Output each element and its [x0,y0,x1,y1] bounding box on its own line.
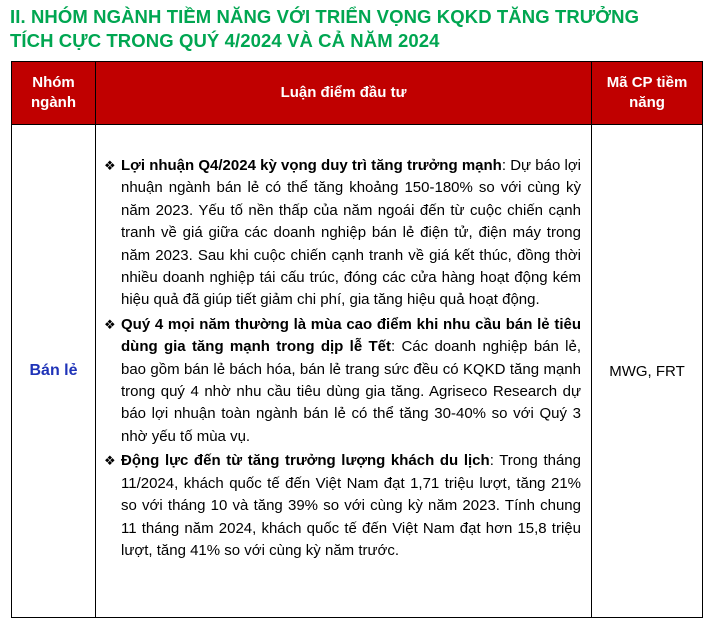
heading-line-1: II. NHÓM NGÀNH TIỀM NĂNG VỚI TRIỂN VỌNG KQKD TĂNG TRƯỞNG [10,6,640,27]
heading-line-2: TÍCH CỰC TRONG QUÝ 4/2024 VÀ CẢ NĂM 2024 [10,30,440,51]
thesis-cell [96,125,592,618]
investment-table [11,61,703,618]
header-stock-codes: Mã CP tiềm năng [592,62,703,125]
thesis-item-text: : Các doanh nghiệp bán lẻ, bao gồm bán lẻ bách hóa, bán lẻ trang sức đều có KQKD tăng mạnh trong quý 4 nhờ nhu cầu tiêu dùng gia tăng. Agriseco Research dự báo lợi nhuận toàn ngành bán lẻ có thể tăng 30-40% so với Quý 3 nhờ yếu tố mùa vụ. [121,338,581,445]
diamond-bullet-icon: ❖ [104,453,116,469]
table-header-row [12,62,703,125]
header-sector: Nhóm ngành [12,62,96,125]
thesis-item-title: Quý 4 mọi năm thường là mùa cao điểm khi nhu cầu bán lẻ tiêu dùng gia tăng mạnh trong dịp lễ Tết [121,315,581,356]
thesis-item-text: : Trong tháng 11/2024, khách quốc tế đến Việt Nam đạt 1,71 triệu lượt, tăng 21% so với tháng 10 và tăng 39% so với cùng kỳ năm 2023. Tính chung 11 tháng năm 2024, khách quốc tế đến Việt Nam đạt hơn 15,8 triệu lượt, tăng 41% so với cùng kỳ năm trước. [121,452,581,559]
thesis-item [104,314,581,448]
thesis-item-text: : Dự báo lợi nhuận ngành bán lẻ có thể tăng khoảng 150-180% so với cùng kỳ năm 2023. Yếu tố nền thấp của năm ngoái đến từ cuộc chiến cạnh tranh về giá giữa các doanh nghiệp bán lẻ điện tử, điện máy trong năm 2023. Sau khi cuộc chiến cạnh tranh về giá kết thúc, đồng thời nhiều doanh nghiệp tái cấu trúc, đóng các cửa hàng hoạt động kém hiệu quả đã giúp tiết giảm chi phí, gia tăng hiệu quả hoạt động. [121,157,582,309]
diamond-bullet-icon: ❖ [104,316,116,332]
table-row [12,125,703,618]
stock-codes-cell: MWG, FRT [592,125,703,618]
sector-cell: Bán lẻ [12,125,96,618]
diamond-bullet-icon: ❖ [104,158,116,173]
header-thesis: Luận điểm đầu tư [96,62,592,125]
thesis-item-title: Động lực đến từ tăng trưởng lượng khách du lịch [121,452,490,470]
thesis-item [104,450,581,562]
thesis-item [104,155,581,312]
thesis-item-title: Lợi nhuận Q4/2024 kỳ vọng duy trì tăng trưởng mạnh [121,157,502,174]
section-heading [10,5,700,53]
thesis-list [96,125,591,562]
